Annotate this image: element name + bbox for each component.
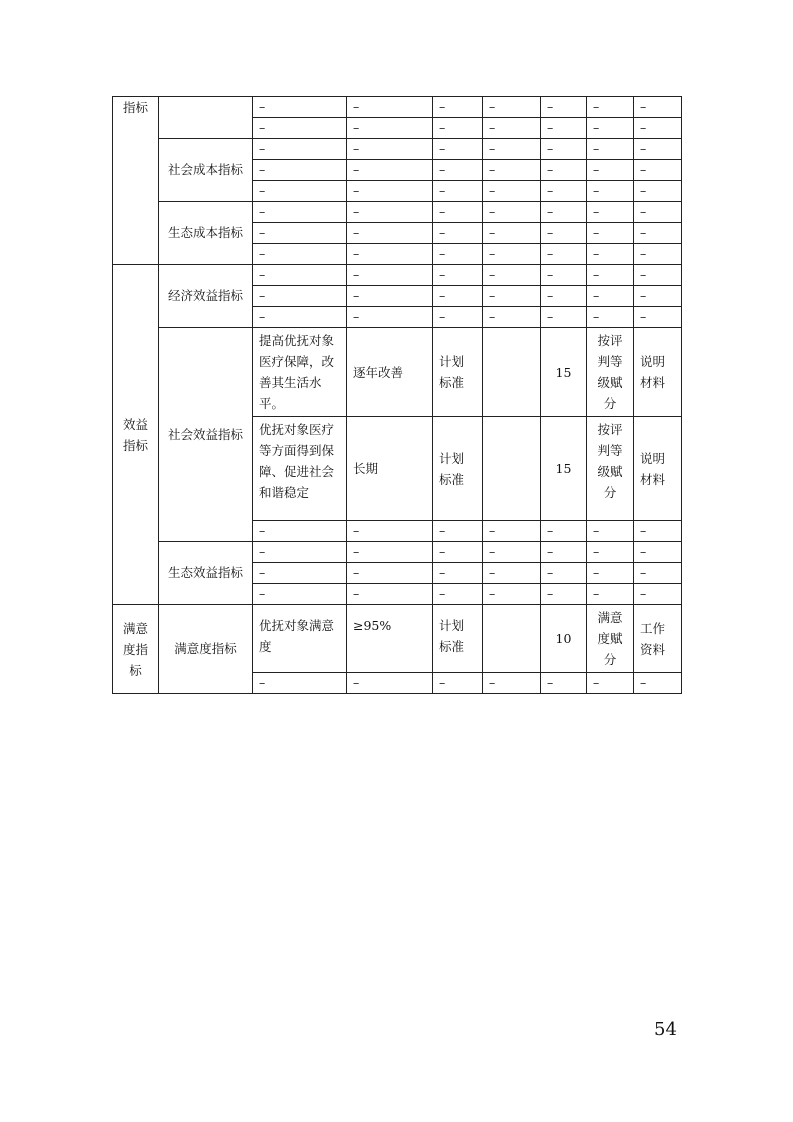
table-cell: – <box>347 542 433 563</box>
table-cell: – <box>253 139 347 160</box>
level1-label: 效益指标 <box>123 416 149 453</box>
table-cell: – <box>483 139 541 160</box>
indicator-description: 优抚对象满意度 <box>253 605 347 673</box>
level2-cell: 生态成本指标 <box>159 202 253 265</box>
level1-cell <box>113 265 159 605</box>
table-cell: – <box>253 97 347 118</box>
table-cell: – <box>253 563 347 584</box>
table-cell: – <box>634 118 682 139</box>
table-cell: – <box>541 223 587 244</box>
table-cell: – <box>433 521 483 542</box>
table-cell: – <box>541 584 587 605</box>
table-cell: – <box>541 265 587 286</box>
table-cell: – <box>541 244 587 265</box>
table-cell: – <box>541 139 587 160</box>
scoring-method: 按评判等级赋分 <box>587 328 634 417</box>
table-cell: – <box>634 673 682 694</box>
table-cell: – <box>483 673 541 694</box>
table-cell: – <box>483 223 541 244</box>
table-cell: – <box>347 97 433 118</box>
scoring-method: 按评判等级赋分 <box>587 417 634 521</box>
table-cell: – <box>483 97 541 118</box>
level2-cell: 经济效益指标 <box>159 265 253 328</box>
indicator-description: 提高优抚对象医疗保障，改善其生活水平。 <box>253 328 347 417</box>
table-row <box>113 328 682 417</box>
table-cell: – <box>433 223 483 244</box>
table-cell: – <box>433 265 483 286</box>
table-cell: – <box>253 202 347 223</box>
table-cell: – <box>587 584 634 605</box>
table-cell: – <box>587 244 634 265</box>
table-cell: – <box>541 286 587 307</box>
table-cell: – <box>634 307 682 328</box>
table-cell: – <box>253 223 347 244</box>
table-cell: – <box>253 521 347 542</box>
table-cell: – <box>634 97 682 118</box>
table-cell: – <box>587 97 634 118</box>
table-cell: – <box>634 563 682 584</box>
table-cell: – <box>587 563 634 584</box>
table-cell: – <box>253 118 347 139</box>
indicator-weight: 10 <box>541 605 587 673</box>
table-cell: – <box>433 97 483 118</box>
table-cell: – <box>634 223 682 244</box>
table-cell: – <box>433 118 483 139</box>
table-cell: – <box>483 307 541 328</box>
table-cell: – <box>483 160 541 181</box>
table-cell: – <box>483 244 541 265</box>
table-row <box>113 202 682 223</box>
table-cell: – <box>483 563 541 584</box>
table-cell: – <box>433 202 483 223</box>
table-cell: – <box>347 244 433 265</box>
table-cell: – <box>541 521 587 542</box>
table-cell: – <box>634 181 682 202</box>
table-cell: – <box>587 542 634 563</box>
table-cell: – <box>433 673 483 694</box>
table-cell: – <box>634 160 682 181</box>
indicator-weight: 15 <box>541 328 587 417</box>
table-cell: – <box>634 286 682 307</box>
table-cell: – <box>347 118 433 139</box>
table-cell: – <box>541 118 587 139</box>
indicator-source: 计划标准 <box>433 417 483 521</box>
table-cell: – <box>483 118 541 139</box>
table-cell: – <box>541 673 587 694</box>
table-cell: – <box>253 160 347 181</box>
table-cell: – <box>347 202 433 223</box>
table-cell: – <box>433 584 483 605</box>
table-cell: – <box>634 521 682 542</box>
table-row <box>113 605 682 673</box>
table-cell <box>483 417 541 521</box>
table-cell: – <box>253 307 347 328</box>
table-cell <box>483 605 541 673</box>
table-cell: – <box>253 542 347 563</box>
table-cell: – <box>347 673 433 694</box>
table-cell: – <box>253 584 347 605</box>
table-cell: – <box>634 202 682 223</box>
table-cell: – <box>587 118 634 139</box>
page-number: 54 <box>654 1019 677 1040</box>
indicator-source: 计划标准 <box>433 328 483 417</box>
table-row <box>113 97 682 118</box>
table-cell: – <box>634 542 682 563</box>
table-cell: – <box>587 139 634 160</box>
level2-cell: 社会效益指标 <box>159 328 253 542</box>
level1-label: 满意度指标 <box>123 620 149 678</box>
table-cell: – <box>541 307 587 328</box>
table-cell: – <box>347 563 433 584</box>
table-cell: – <box>433 542 483 563</box>
table-cell: – <box>541 202 587 223</box>
table-cell: – <box>433 307 483 328</box>
indicator-source: 计划标准 <box>433 605 483 673</box>
table-cell: – <box>587 160 634 181</box>
table-row <box>113 265 682 286</box>
level2-cell: 满意度指标 <box>159 605 253 694</box>
table-cell: – <box>253 244 347 265</box>
indicator-value: 长期 <box>347 417 433 521</box>
table-cell: – <box>541 563 587 584</box>
performance-indicator-table <box>112 96 682 694</box>
table-cell: – <box>483 202 541 223</box>
table-cell: – <box>433 286 483 307</box>
level2-cell: 社会成本指标 <box>159 139 253 202</box>
evidence-type: 说明材料 <box>634 328 682 417</box>
table-cell: – <box>347 160 433 181</box>
table-cell: – <box>634 265 682 286</box>
table-cell: – <box>347 223 433 244</box>
table-cell: – <box>347 139 433 160</box>
evidence-type: 工作资料 <box>634 605 682 673</box>
table-row <box>113 139 682 160</box>
indicator-value: 逐年改善 <box>347 328 433 417</box>
table-cell: – <box>541 542 587 563</box>
table-cell: – <box>347 265 433 286</box>
table-cell: – <box>433 181 483 202</box>
table-cell: – <box>587 223 634 244</box>
table-cell: – <box>347 584 433 605</box>
table-cell: – <box>587 307 634 328</box>
table-cell: – <box>483 286 541 307</box>
indicator-weight: 15 <box>541 417 587 521</box>
evidence-type: 说明材料 <box>634 417 682 521</box>
table-cell: – <box>347 521 433 542</box>
table-cell: – <box>483 521 541 542</box>
table-cell: – <box>587 286 634 307</box>
table-cell: – <box>634 244 682 265</box>
table-cell: – <box>587 265 634 286</box>
table-cell: – <box>433 139 483 160</box>
table-cell: – <box>634 139 682 160</box>
table-row <box>113 542 682 563</box>
table-cell: – <box>587 673 634 694</box>
level1-cell: 指标 <box>113 97 159 265</box>
table-cell: – <box>253 673 347 694</box>
table-cell <box>483 328 541 417</box>
table-cell: – <box>253 181 347 202</box>
table-cell: – <box>433 244 483 265</box>
table-cell: – <box>483 265 541 286</box>
table-cell: – <box>347 286 433 307</box>
scoring-method: 满意度赋分 <box>587 605 634 673</box>
table-cell: – <box>433 563 483 584</box>
table-cell: – <box>587 202 634 223</box>
table-cell: – <box>483 584 541 605</box>
table-cell: – <box>483 181 541 202</box>
table-cell: – <box>541 97 587 118</box>
level2-cell <box>159 97 253 139</box>
table-cell: – <box>541 181 587 202</box>
level2-cell: 生态效益指标 <box>159 542 253 605</box>
indicator-value: ≥95% <box>347 605 433 673</box>
table-cell: – <box>347 181 433 202</box>
table-cell: – <box>587 181 634 202</box>
indicator-description: 优抚对象医疗等方面得到保障、促进社会和谐稳定 <box>253 417 347 521</box>
table-cell: – <box>347 307 433 328</box>
table-cell: – <box>541 160 587 181</box>
table-cell: – <box>253 286 347 307</box>
level1-cell <box>113 605 159 694</box>
table-cell: – <box>483 542 541 563</box>
table-cell: – <box>634 584 682 605</box>
table-cell: – <box>253 265 347 286</box>
table-cell: – <box>587 521 634 542</box>
table-cell: – <box>433 160 483 181</box>
